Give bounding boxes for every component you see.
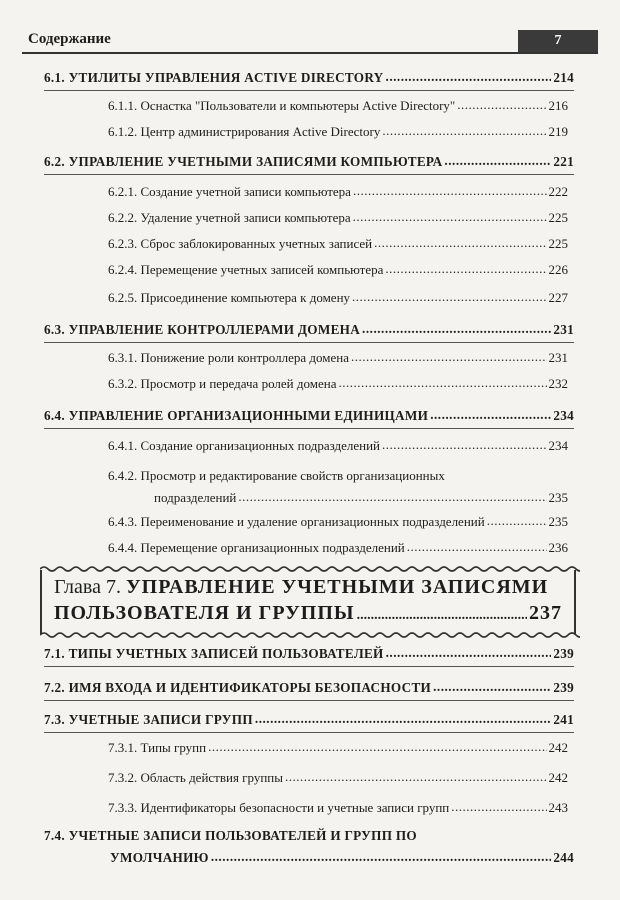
leader-dots [385,261,546,277]
toc-entry-label: подразделений [154,490,237,505]
toc-entry-page: 221 [553,154,574,169]
toc-entry-label: 6.4.1. Создание организационных подразделений [108,438,381,453]
toc-entry-label: 7.3. УЧЕТНЫЕ ЗАПИСИ ГРУПП [44,712,253,727]
toc-entry-label: 6.2.5. Присоединение компьютера к домену [108,290,351,305]
leader-dots [374,235,546,251]
leader-dots [433,679,551,695]
toc-entry-page: 231 [548,350,568,365]
toc-entry-page: 244 [553,850,574,865]
toc-entry-page: 243 [548,800,568,815]
toc-entry[interactable] [108,438,568,454]
toc-entry-label: 6.1.1. Оснастка "Пользователи и компьютеры Active Directory" [108,98,456,113]
toc-entry[interactable] [44,712,574,728]
leader-dots [382,123,546,139]
toc-entry-label: 6.2.3. Сброс заблокированных учетных записей [108,236,373,251]
leader-dots [357,602,527,625]
toc-entry-page: 235 [548,514,568,529]
toc-entry-page: 242 [548,740,568,755]
toc-entry-page: 234 [553,408,574,423]
toc-entry[interactable] [108,262,568,278]
toc-entry-label-line1: 7.4. УЧЕТНЫЕ ЗАПИСИ ПОЛЬЗОВАТЕЛЕЙ И ГРУПП ПО [44,828,417,843]
leader-dots [451,799,546,815]
toc-entry-label: 6.2. УПРАВЛЕНИЕ УЧЕТНЫМИ ЗАПИСЯМИ КОМПЬЮТЕРА [44,154,443,169]
chapter-border-top [40,564,580,574]
toc-entry-label: 6.2.2. Удаление учетной записи компьютера [108,210,351,225]
toc-entry-page: 242 [548,770,568,785]
leader-dots [353,209,547,225]
toc-entry[interactable] [44,154,574,170]
toc-entry[interactable] [108,800,568,816]
leader-dots [285,769,547,785]
leader-dots [351,349,547,365]
divider [44,732,574,733]
leader-dots [352,289,546,305]
toc-entry-label: 6.1.2. Центр администрирования Active Directory [108,124,381,139]
toc-entry-page: 226 [548,262,568,277]
toc-entry-page: 241 [553,712,574,727]
toc-entry[interactable] [108,770,568,786]
toc-entry-label: 7.3.1. Типы групп [108,740,207,755]
leader-dots [353,183,547,199]
toc-entry-page: 225 [548,210,568,225]
divider [44,700,574,701]
toc-entry[interactable] [108,236,568,252]
toc-entry-label: 6.4. УПРАВЛЕНИЕ ОРГАНИЗАЦИОННЫМИ ЕДИНИЦАМИ [44,408,429,423]
toc-entry-page: 222 [548,184,568,199]
toc-entry-label: 6.4.4. Перемещение организационных подразделений [108,540,405,555]
toc-entry-page: 239 [553,646,574,661]
toc-entry-page: 225 [548,236,568,251]
toc-entry-page: 216 [548,98,568,113]
toc-entry[interactable] [108,376,568,392]
divider [44,666,574,667]
toc-entry[interactable] [154,490,568,506]
toc-entry[interactable] [44,322,574,338]
toc-entry-page: 219 [548,124,568,139]
toc-entry-label: 6.1. УТИЛИТЫ УПРАВЛЕНИЯ ACTIVE DIRECTORY [44,70,384,85]
toc-entry[interactable] [108,124,568,140]
toc-entry-page: 214 [553,70,574,85]
divider [44,174,574,175]
toc-entry[interactable] [44,70,574,86]
chapter-title-part1: УПРАВЛЕНИЕ УЧЕТНЫМИ ЗАПИСЯМИ [125,576,549,598]
toc-entry-label: 6.3.2. Просмотр и передача ролей домена [108,376,337,391]
leader-dots [430,407,551,423]
toc-entry-label: 6.4.3. Переименование и удаление организационных подразделений [108,514,485,529]
toc-entry[interactable] [110,850,574,866]
leader-dots [338,375,546,391]
header-title: Содержание [28,31,111,47]
leader-dots [211,849,551,865]
toc-entry[interactable] [108,540,568,556]
toc-entry-label: 7.1. ТИПЫ УЧЕТНЫХ ЗАПИСЕЙ ПОЛЬЗОВАТЕЛЕЙ [44,646,384,661]
leader-dots [208,739,546,755]
toc-entry[interactable] [108,210,568,226]
toc-entry-label: 7.2. ИМЯ ВХОДА И ИДЕНТИФИКАТОРЫ БЕЗОПАСНОСТИ [44,680,432,695]
toc-entry-label: 7.3.3. Идентификаторы безопасности и учетные записи групп [108,800,450,815]
toc-entry-label: 7.3.2. Область действия группы [108,770,283,785]
leader-dots [386,645,552,661]
chapter-prefix: Глава 7. [54,576,121,598]
toc-entry[interactable] [108,514,568,530]
toc-entry-label: 6.2.1. Создание учетной записи компьютера [108,184,351,199]
toc-entry[interactable] [44,646,574,662]
leader-dots [255,711,551,727]
toc-entry[interactable] [44,408,574,424]
toc-entry[interactable] [108,740,568,756]
toc-entry-page: 227 [548,290,568,305]
toc-entry-label: 6.2.4. Перемещение учетных записей компьютера [108,262,384,277]
leader-dots [238,489,546,505]
toc-entry-label: 6.3.1. Понижение роли контроллера домена [108,350,349,365]
chapter-border-bottom [40,630,580,640]
toc-entry[interactable] [108,184,568,200]
leader-dots [444,153,551,169]
divider [44,428,574,429]
chapter-title-part2: ПОЛЬЗОВАТЕЛЯ И ГРУППЫ [54,602,355,624]
toc-entry[interactable] [108,350,568,366]
chapter-heading [40,570,576,634]
toc-entry-label-line1: 6.4.2. Просмотр и редактирование свойств организационных [108,468,445,483]
chapter-title-line2[interactable] [54,602,562,625]
toc-entry-page: 234 [548,438,568,453]
leader-dots [362,321,551,337]
toc-entry-page: 235 [548,490,568,505]
leader-dots [407,539,547,555]
toc-entry-page: 232 [548,376,568,391]
toc-entry-page: 239 [553,680,574,695]
toc-entry[interactable] [44,680,574,696]
toc-entry-page: 236 [548,540,568,555]
page-header [22,30,598,54]
leader-dots [487,513,547,529]
toc-entry[interactable] [108,98,568,114]
chapter-title-line1 [54,576,548,599]
leader-dots [457,97,546,113]
page-number: 7 [518,30,598,52]
toc-entry[interactable] [108,290,568,306]
chapter-page-number: 237 [529,602,562,624]
divider [44,342,574,343]
leader-dots [386,69,552,85]
divider [44,90,574,91]
leader-dots [382,437,546,453]
toc-entry-page: 231 [553,322,574,337]
toc-entry-label: УМОЛЧАНИЮ [110,850,209,865]
toc-entry-label: 6.3. УПРАВЛЕНИЕ КОНТРОЛЛЕРАМИ ДОМЕНА [44,322,361,337]
